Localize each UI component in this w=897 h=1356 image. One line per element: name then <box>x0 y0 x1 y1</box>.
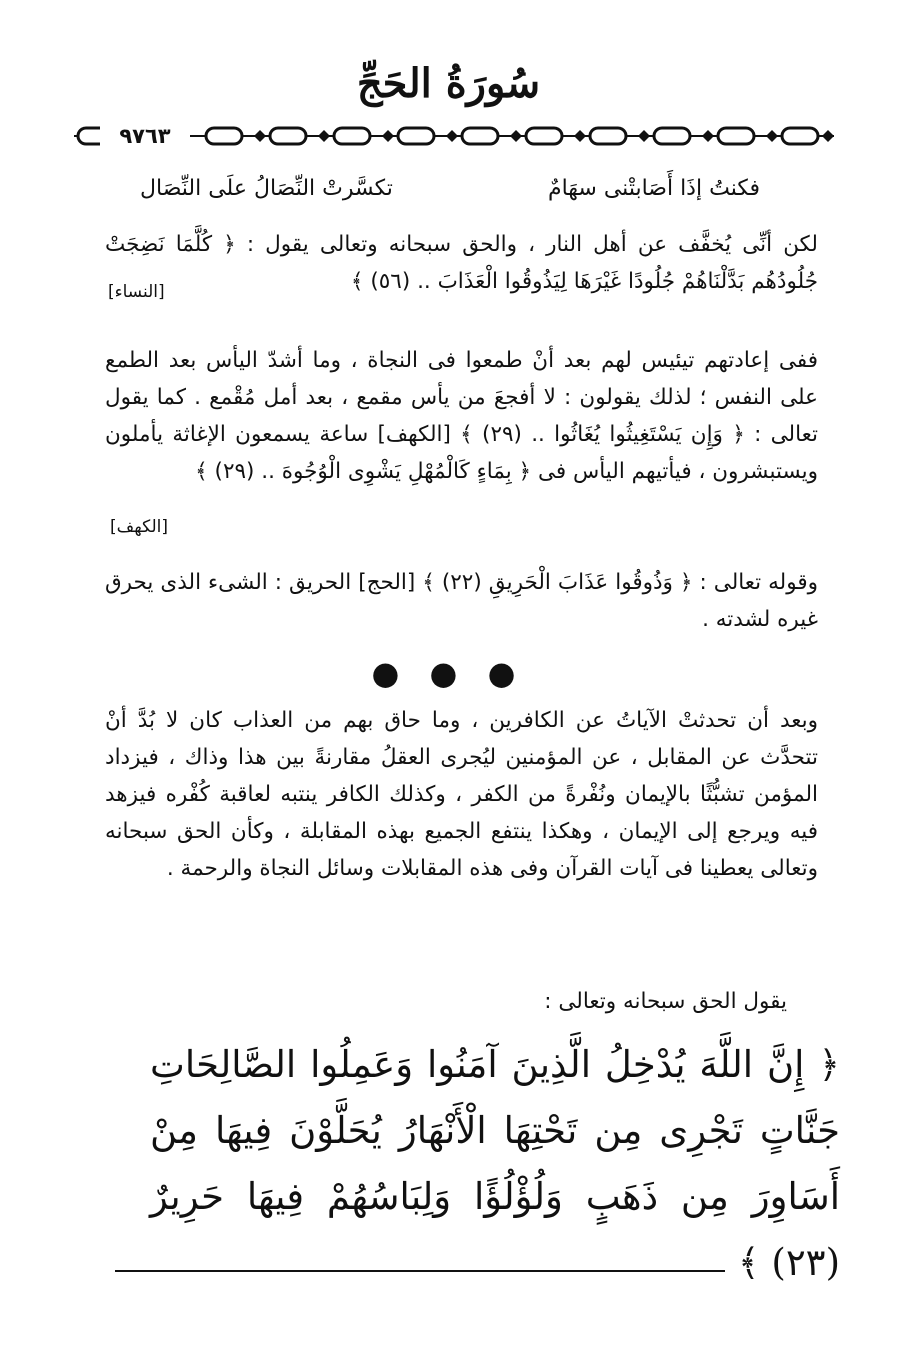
paragraph-2: ففى إعادتهم تيئيس لهم بعد أنْ طمعوا فى النجاة ، وما أشدّ اليأس بعد الطمع على النفس ؛ لذلك يقولون : لا أفجعَ من يأس مقمع ، بعد أمل مُقْمع . كما يقول تعالى : ﴿ وَإِن يَسْتَغِيثُوا يُغَاثُوا .. (٢٩) ﴾ [الكهف] ساعة يسمعون الإغاثة يأملون ويستبشرون ، فيأتيهم اليأس فى ﴿ بِمَاءٍ كَالْمُهْلِ يَشْوِى الْوُجُوهَ .. (٢٩) ﴾ <box>105 348 819 484</box>
surah-title: سُورَةُ الحَجِّ <box>356 60 541 107</box>
poetry-first-hemistich: فكنتُ إذَا أَصَابتْنى سهَامٌ <box>547 176 760 201</box>
citation-al-kahf: [الكهف] <box>110 517 168 537</box>
poetry-second-hemistich: تكسَّرتْ النِّصَالُ علَى النِّصَال <box>140 176 393 201</box>
page-number: ٩٧٦٣ <box>100 123 190 149</box>
quran-verse: ﴿ إِنَّ اللَّهَ يُدْخِلُ الَّذِينَ آمَنُوا وَعَمِلُوا الصَّالِحَاتِ جَنَّاتٍ تَجْرِى مِن تَحْتِهَا الْأَنْهَارُ يُحَلَّوْنَ فِيهَا مِنْ أَسَاوِرَ مِن ذَهَبٍ وَلُؤْلُؤًا وَلِبَاسُهُمْ فِيهَا حَرِيرٌ (٢٣) ﴾ <box>150 1043 840 1284</box>
verse-intro: يقول الحق سبحانه وتعالى : <box>544 989 787 1014</box>
section-separator: ● ● ● <box>371 654 526 692</box>
footer-rule <box>115 1270 725 1272</box>
paragraph-4: وبعد أن تحدثتْ الآياتُ عن الكافرين ، وما حاق بهم من العذاب كان لا بُدَّ أنْ تتحدَّث عن المقابل ، عن المؤمنين ليُجرى العقلُ مقارنةً بين هذا وذاك ، فيزداد المؤمن تشبُّثًا بالإيمان ونُفْرةً من الكفر ، وكذلك الكافر ينتبه لعاقبة كُفْره فيزهد فيه ويرجع إلى الإيمان ، وهكذا ينتفع الجميع بهذه المقابلة ، وكأن الحق سبحانه وتعالى يعطينا فى آيات القرآن وفى هذه المقابلات وسائل النجاة والرحمة . <box>105 708 818 881</box>
paragraph-1: لكن أنِّى يُخفَّف عن أهل النار ، والحق سبحانه وتعالى يقول : ﴿ كُلَّمَا نَضِجَتْ جُلُودُهُم بَدَّلْنَاهُمْ جُلُودًا غَيْرَهَا لِيَذُوقُوا الْعَذَابَ .. (٥٦) ﴾ <box>105 232 818 294</box>
paragraph-3: وقوله تعالى : ﴿ وَذُوقُوا عَذَابَ الْحَرِيقِ (٢٢) ﴾ [الحج] الحريق : الشىء الذى يحرق غيره لشدته . <box>105 570 818 632</box>
citation-an-nisa: [النساء] <box>108 282 165 302</box>
